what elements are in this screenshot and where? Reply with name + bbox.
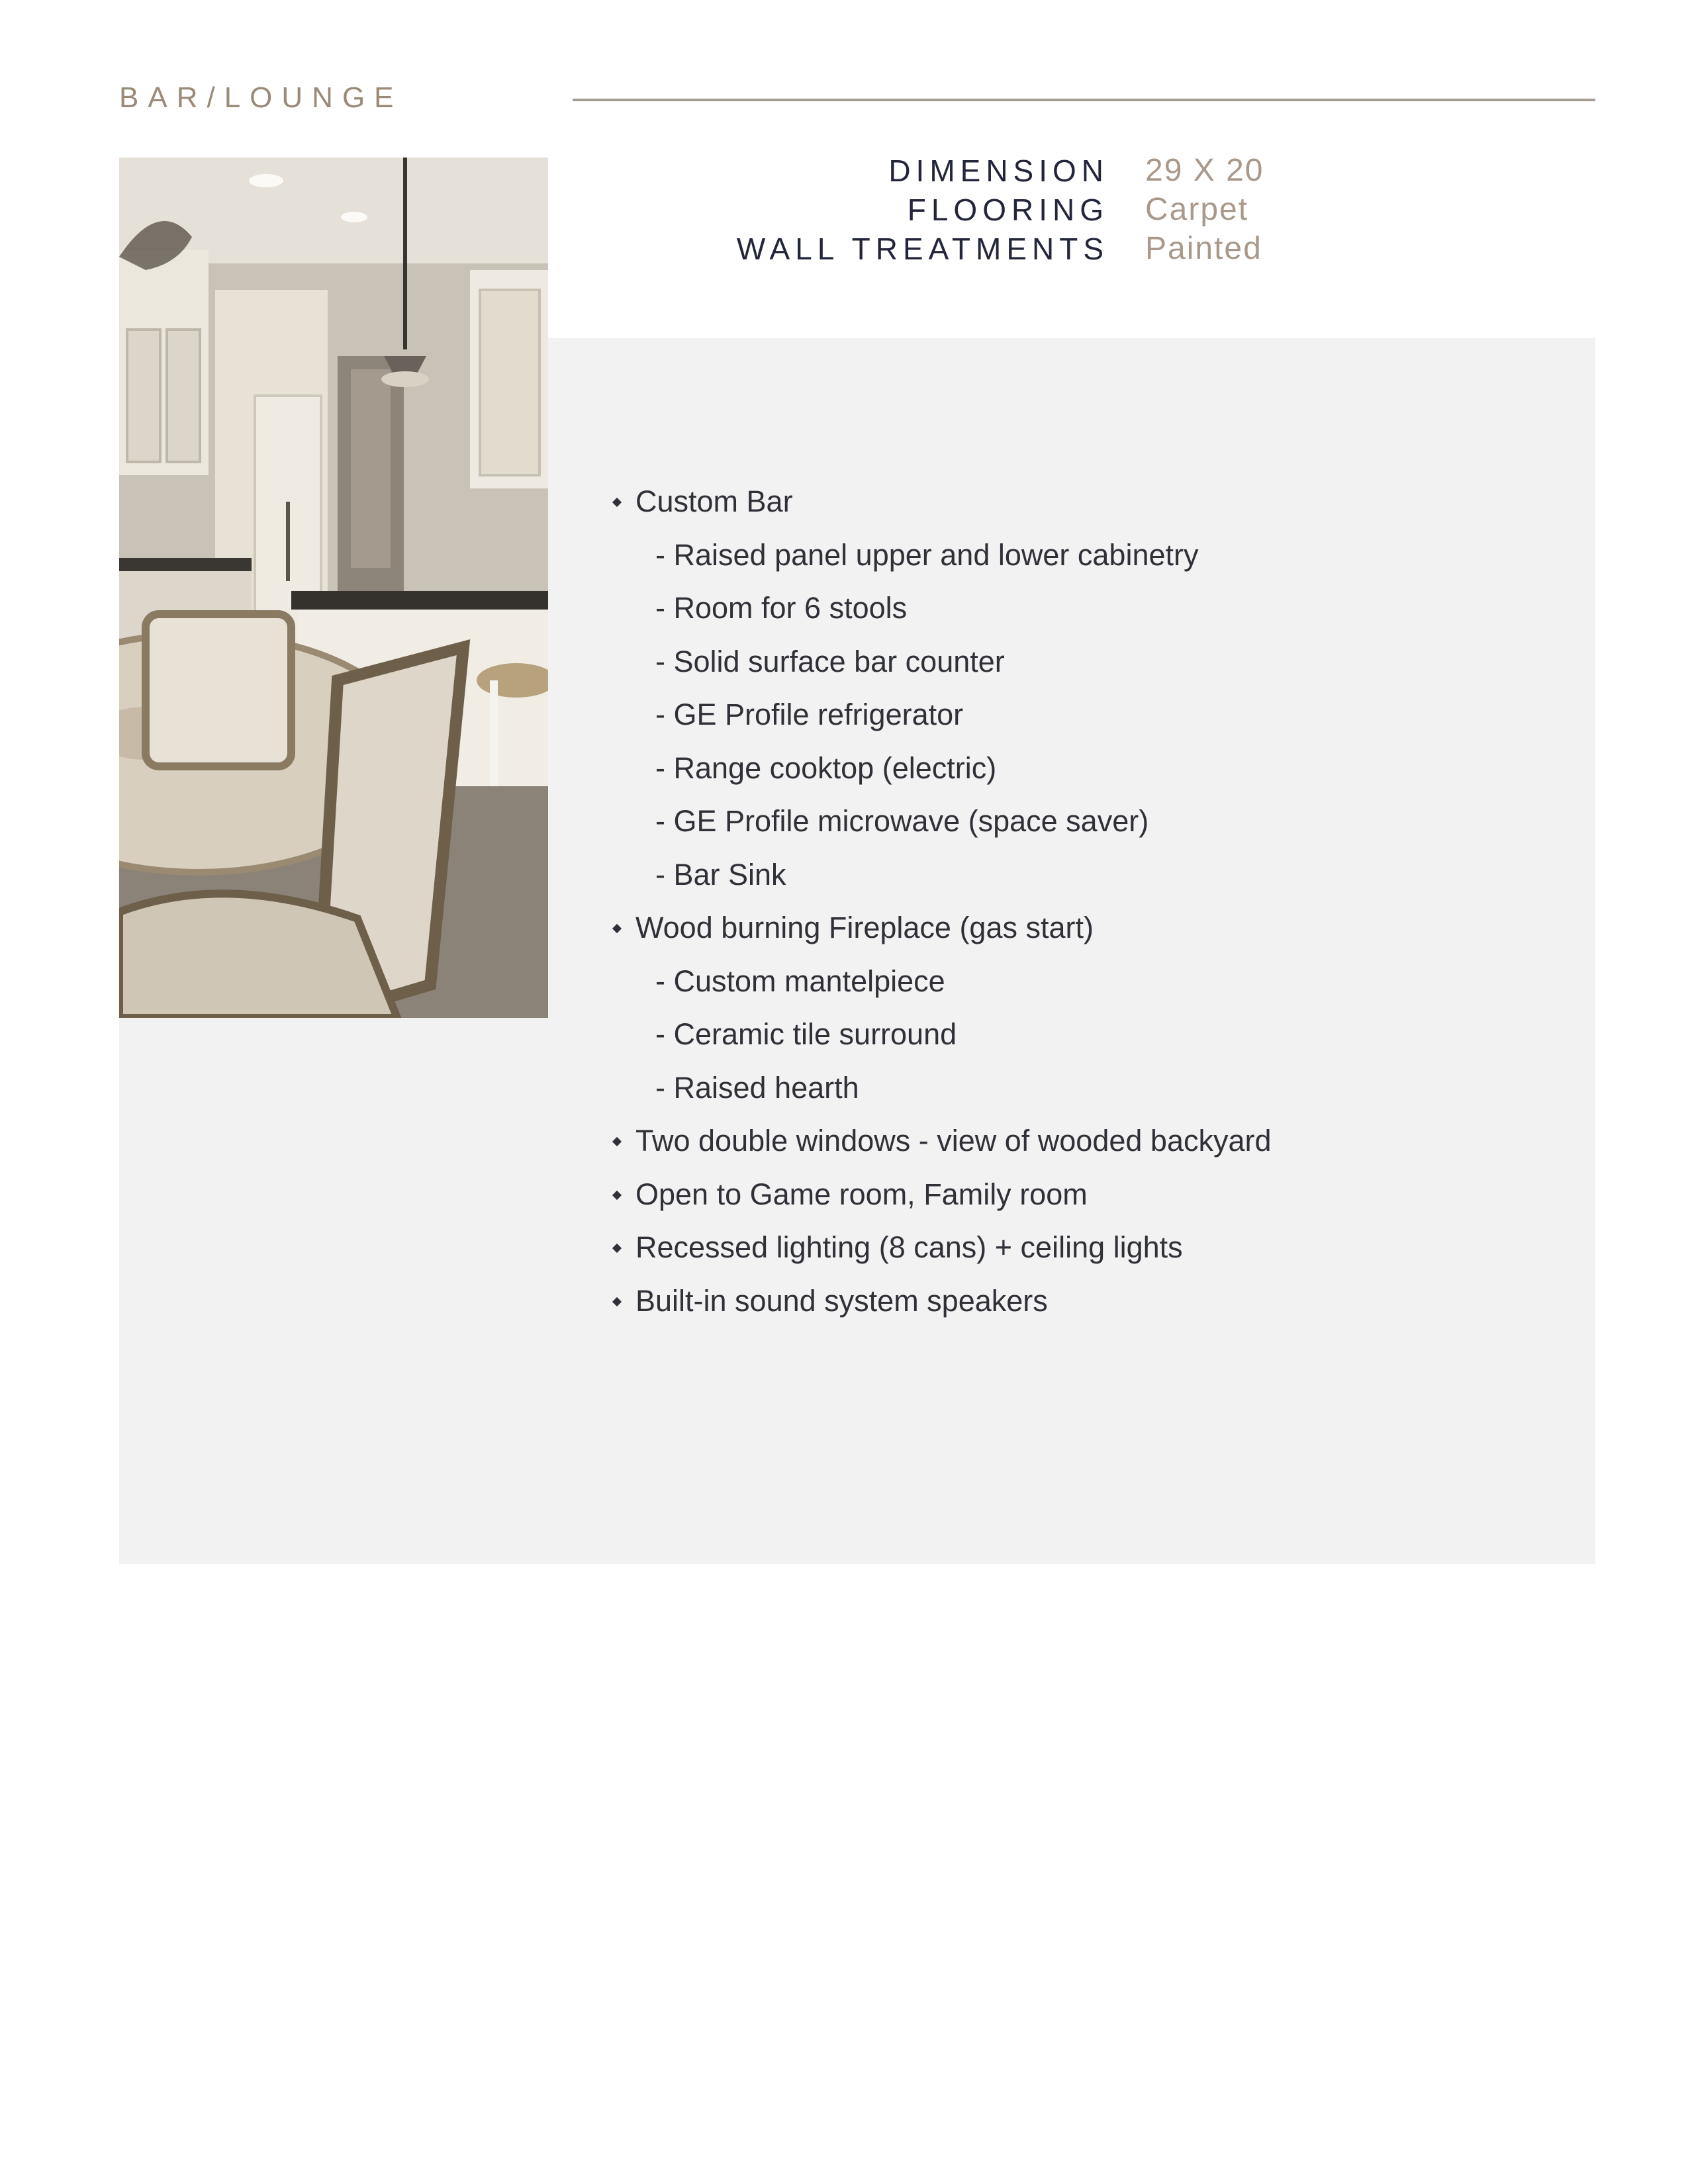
list-item — [612, 901, 1579, 955]
list-item — [612, 1008, 1579, 1062]
list-item-text: Custom Bar — [635, 484, 793, 518]
kitchen-photo — [119, 158, 548, 1018]
list-item-text: Recessed lighting (8 cans) + ceiling lights — [635, 1230, 1183, 1264]
list-item — [612, 1168, 1579, 1222]
spec-row-dimension — [583, 151, 1575, 190]
list-item-text: - Custom mantelpiece — [655, 964, 945, 998]
bullet-icon — [612, 1244, 622, 1253]
list-item-text: - Solid surface bar counter — [655, 644, 1005, 678]
list-item-text: - GE Profile refrigerator — [655, 698, 964, 731]
list-item-text: Two double windows - view of wooded backyard — [635, 1124, 1272, 1158]
spec-row-wall-treatments — [583, 229, 1575, 268]
list-item — [612, 955, 1579, 1009]
bullet-icon — [612, 498, 622, 507]
bullet-icon — [612, 924, 622, 933]
list-item-text: - Room for 6 stools — [655, 591, 908, 625]
list-item — [612, 529, 1579, 582]
bullet-icon — [612, 1297, 622, 1306]
list-item-text: Built-in sound system speakers — [635, 1283, 1048, 1318]
list-item-text: Open to Game room, Family room — [635, 1177, 1088, 1211]
list-item-text: - GE Profile microwave (space saver) — [655, 804, 1149, 838]
list-item — [612, 582, 1579, 635]
section-title: BAR/LOUNGE — [119, 81, 403, 114]
list-item — [612, 848, 1579, 902]
list-item-text: - Range cooktop (electric) — [655, 751, 997, 785]
list-item — [612, 1275, 1579, 1328]
list-item — [612, 1062, 1579, 1115]
spec-value: Carpet — [1145, 192, 1249, 227]
features-list — [612, 475, 1579, 1328]
spec-value: 29 X 20 — [1145, 153, 1264, 188]
room-specs — [583, 151, 1575, 268]
list-item-text: - Raised hearth — [655, 1070, 859, 1105]
spec-label: DIMENSION — [888, 153, 1109, 188]
list-item — [612, 635, 1579, 689]
bullet-icon — [612, 1137, 622, 1146]
title-divider — [573, 99, 1595, 101]
list-item — [612, 475, 1579, 529]
list-item — [612, 1221, 1579, 1275]
list-item-text: - Ceramic tile surround — [655, 1017, 957, 1051]
list-item — [612, 688, 1579, 742]
spec-label: FLOORING — [907, 192, 1109, 227]
spec-value: Painted — [1145, 231, 1262, 266]
list-item-text: - Bar Sink — [655, 857, 786, 891]
spec-row-flooring — [583, 190, 1575, 229]
bullet-icon — [612, 1190, 622, 1199]
list-item — [612, 1115, 1579, 1168]
list-item — [612, 742, 1579, 796]
list-item-text: - Raised panel upper and lower cabinetry — [655, 537, 1199, 572]
list-item-text: Wood burning Fireplace (gas start) — [635, 911, 1094, 944]
list-item — [612, 795, 1579, 848]
spec-label: WALL TREATMENTS — [736, 231, 1109, 266]
